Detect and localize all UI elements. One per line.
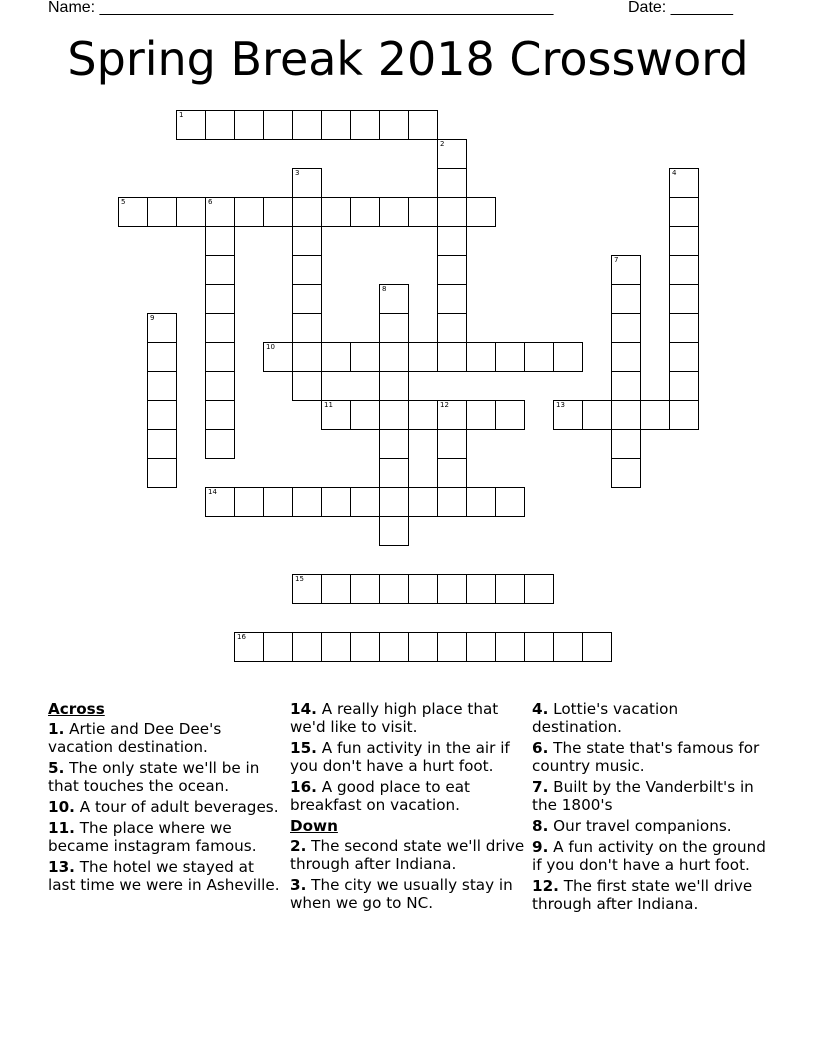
grid-cell[interactable] (263, 197, 293, 227)
grid-cell[interactable] (669, 400, 699, 430)
grid-cell[interactable] (350, 574, 380, 604)
grid-cell[interactable] (234, 632, 264, 662)
grid-cell[interactable] (611, 342, 641, 372)
clue-number: 7 (614, 256, 619, 264)
grid-cell[interactable] (321, 400, 351, 430)
grid-cell[interactable] (437, 168, 467, 198)
grid-cell[interactable] (437, 429, 467, 459)
grid-cell[interactable] (205, 226, 235, 256)
grid-cell[interactable] (147, 342, 177, 372)
grid-cell[interactable] (147, 400, 177, 430)
grid-cell[interactable] (292, 342, 322, 372)
clue-across-16: 16. A good place to eat breakfast on vacation. (290, 778, 471, 814)
grid-cell[interactable] (205, 487, 235, 517)
across-heading: Across (48, 700, 105, 718)
grid-cell[interactable] (495, 400, 525, 430)
grid-cell[interactable] (437, 632, 467, 662)
grid-cell[interactable] (524, 632, 554, 662)
grid-cell[interactable] (234, 197, 264, 227)
clue-across-13: 13. The hotel we stayed at last time we were in Asheville. (48, 858, 280, 894)
grid-cell[interactable] (350, 110, 380, 140)
grid-cell[interactable] (292, 110, 322, 140)
clue-number: 9 (150, 314, 155, 322)
grid-cell[interactable] (379, 574, 409, 604)
grid-cell[interactable] (379, 400, 409, 430)
down-heading: Down (290, 817, 338, 835)
grid-cell[interactable] (611, 400, 641, 430)
grid-cell[interactable] (611, 284, 641, 314)
date-field-label[interactable]: Date: _______ (628, 0, 733, 16)
grid-cell[interactable] (292, 313, 322, 343)
grid-cell[interactable] (292, 632, 322, 662)
grid-cell[interactable] (292, 168, 322, 198)
clue-down-12: 12. The first state we'll drive through after Indiana. (532, 877, 753, 913)
grid-cell[interactable] (495, 487, 525, 517)
grid-cell[interactable] (292, 197, 322, 227)
clue-across-10: 10. A tour of adult beverages. (48, 798, 279, 816)
grid-cell[interactable] (437, 284, 467, 314)
grid-cell[interactable] (379, 632, 409, 662)
grid-cell[interactable] (321, 632, 351, 662)
grid-cell[interactable] (263, 110, 293, 140)
grid-cell[interactable] (669, 168, 699, 198)
grid-cell[interactable] (408, 400, 438, 430)
grid-cell[interactable] (611, 255, 641, 285)
grid-cell[interactable] (263, 487, 293, 517)
grid-cell[interactable] (466, 632, 496, 662)
clue-number: 5 (121, 198, 126, 206)
name-field-label[interactable]: Name: ___________________________________________________ (48, 0, 554, 16)
grid-cell[interactable] (321, 110, 351, 140)
grid-cell[interactable] (437, 313, 467, 343)
grid-cell[interactable] (321, 197, 351, 227)
grid-cell[interactable] (437, 139, 467, 169)
grid-cell[interactable] (350, 632, 380, 662)
clue-number: 12 (440, 401, 449, 409)
grid-cell[interactable] (205, 197, 235, 227)
grid-cell[interactable] (147, 197, 177, 227)
grid-cell[interactable] (437, 487, 467, 517)
grid-cell[interactable] (379, 197, 409, 227)
grid-cell[interactable] (234, 487, 264, 517)
clue-number: 1 (179, 111, 184, 119)
grid-cell[interactable] (379, 429, 409, 459)
clue-across-1: 1. Artie and Dee Dee's vacation destination. (48, 720, 222, 756)
grid-cell[interactable] (437, 226, 467, 256)
clue-across-11: 11. The place where we became instagram famous. (48, 819, 257, 855)
grid-cell[interactable] (176, 197, 206, 227)
grid-cell[interactable] (611, 313, 641, 343)
grid-cell[interactable] (466, 487, 496, 517)
grid-cell[interactable] (582, 632, 612, 662)
grid-cell[interactable] (437, 342, 467, 372)
grid-cell[interactable] (466, 197, 496, 227)
grid-cell[interactable] (350, 487, 380, 517)
grid-cell[interactable] (669, 226, 699, 256)
grid-cell[interactable] (147, 458, 177, 488)
clue-column-2 (290, 700, 525, 915)
grid-cell[interactable] (205, 429, 235, 459)
grid-cell[interactable] (379, 458, 409, 488)
grid-cell[interactable] (379, 284, 409, 314)
grid-cell[interactable] (205, 255, 235, 285)
grid-cell[interactable] (379, 110, 409, 140)
grid-cell[interactable] (408, 197, 438, 227)
grid-cell[interactable] (524, 574, 554, 604)
grid-cell[interactable] (495, 342, 525, 372)
grid-cell[interactable] (640, 400, 670, 430)
grid-cell[interactable] (669, 313, 699, 343)
grid-cell[interactable] (669, 342, 699, 372)
clue-number: 14 (208, 488, 217, 496)
grid-cell[interactable] (292, 284, 322, 314)
clue-number: 15 (295, 575, 304, 583)
grid-cell[interactable] (292, 371, 322, 401)
grid-cell[interactable] (118, 197, 148, 227)
grid-cell[interactable] (263, 342, 293, 372)
clue-down-8: 8. Our travel companions. (532, 817, 732, 835)
clue-across-14: 14. A really high place that we'd like to visit. (290, 700, 499, 736)
clue-number: 13 (556, 401, 565, 409)
grid-cell[interactable] (466, 400, 496, 430)
clue-number: 11 (324, 401, 333, 409)
grid-cell[interactable] (553, 400, 583, 430)
clue-down-2: 2. The second state we'll drive through after Indiana. (290, 837, 525, 873)
grid-cell[interactable] (669, 284, 699, 314)
grid-cell[interactable] (611, 371, 641, 401)
grid-cell[interactable] (234, 110, 264, 140)
grid-cell[interactable] (553, 632, 583, 662)
grid-cell[interactable] (582, 400, 612, 430)
grid-cell[interactable] (205, 371, 235, 401)
grid-cell[interactable] (495, 632, 525, 662)
grid-cell[interactable] (437, 255, 467, 285)
grid-cell[interactable] (379, 313, 409, 343)
grid-cell[interactable] (669, 255, 699, 285)
grid-cell[interactable] (669, 371, 699, 401)
clue-number: 2 (440, 140, 445, 148)
grid-cell[interactable] (611, 458, 641, 488)
grid-cell[interactable] (379, 342, 409, 372)
grid-cell[interactable] (437, 197, 467, 227)
grid-cell[interactable] (466, 342, 496, 372)
clue-down-4: 4. Lottie's vacation destination. (532, 700, 679, 736)
grid-cell[interactable] (205, 110, 235, 140)
grid-cell[interactable] (292, 255, 322, 285)
grid-cell[interactable] (350, 400, 380, 430)
page-title: Spring Break 2018 Crossword (67, 32, 749, 86)
grid-cell[interactable] (379, 487, 409, 517)
clue-across-15: 15. A fun activity in the air if you don't have a hurt foot. (290, 739, 510, 775)
clue-number: 10 (266, 343, 275, 351)
grid-cell[interactable] (437, 458, 467, 488)
clue-number: 4 (672, 169, 677, 177)
clue-down-9: 9. A fun activity on the ground if you don't have a hurt foot. (532, 838, 766, 874)
grid-cell[interactable] (205, 400, 235, 430)
grid-cell[interactable] (669, 197, 699, 227)
grid-cell[interactable] (408, 342, 438, 372)
grid-cell[interactable] (205, 313, 235, 343)
grid-cell[interactable] (611, 429, 641, 459)
grid-cell[interactable] (408, 110, 438, 140)
clue-column-3 (532, 700, 767, 916)
grid-cell[interactable] (466, 574, 496, 604)
grid-cell[interactable] (350, 197, 380, 227)
clue-down-3: 3. The city we usually stay in when we go to NC. (290, 876, 513, 912)
clue-column-1 (48, 700, 283, 897)
grid-cell[interactable] (321, 487, 351, 517)
grid-cell[interactable] (408, 632, 438, 662)
clue-number: 6 (208, 198, 213, 206)
clue-number: 3 (295, 169, 300, 177)
grid-cell[interactable] (147, 313, 177, 343)
grid-cell[interactable] (524, 342, 554, 372)
grid-cell[interactable] (408, 487, 438, 517)
grid-cell[interactable] (147, 429, 177, 459)
clue-number: 8 (382, 285, 387, 293)
grid-cell[interactable] (176, 110, 206, 140)
grid-cell[interactable] (292, 574, 322, 604)
clue-down-6: 6. The state that's famous for country music. (532, 739, 760, 775)
grid-cell[interactable] (553, 342, 583, 372)
grid-cell[interactable] (437, 400, 467, 430)
grid-cell[interactable] (205, 342, 235, 372)
grid-cell[interactable] (292, 487, 322, 517)
grid-cell[interactable] (147, 371, 177, 401)
grid-cell[interactable] (263, 632, 293, 662)
grid-cell[interactable] (321, 342, 351, 372)
grid-cell[interactable] (350, 342, 380, 372)
grid-cell[interactable] (292, 226, 322, 256)
grid-cell[interactable] (408, 574, 438, 604)
grid-cell[interactable] (379, 516, 409, 546)
grid-cell[interactable] (495, 574, 525, 604)
grid-cell[interactable] (205, 284, 235, 314)
grid-cell[interactable] (379, 371, 409, 401)
clue-number: 16 (237, 633, 246, 641)
clue-across-5: 5. The only state we'll be in that touches the ocean. (48, 759, 260, 795)
grid-cell[interactable] (321, 574, 351, 604)
grid-cell[interactable] (437, 574, 467, 604)
clue-down-7: 7. Built by the Vanderbilt's in the 1800's (532, 778, 754, 814)
